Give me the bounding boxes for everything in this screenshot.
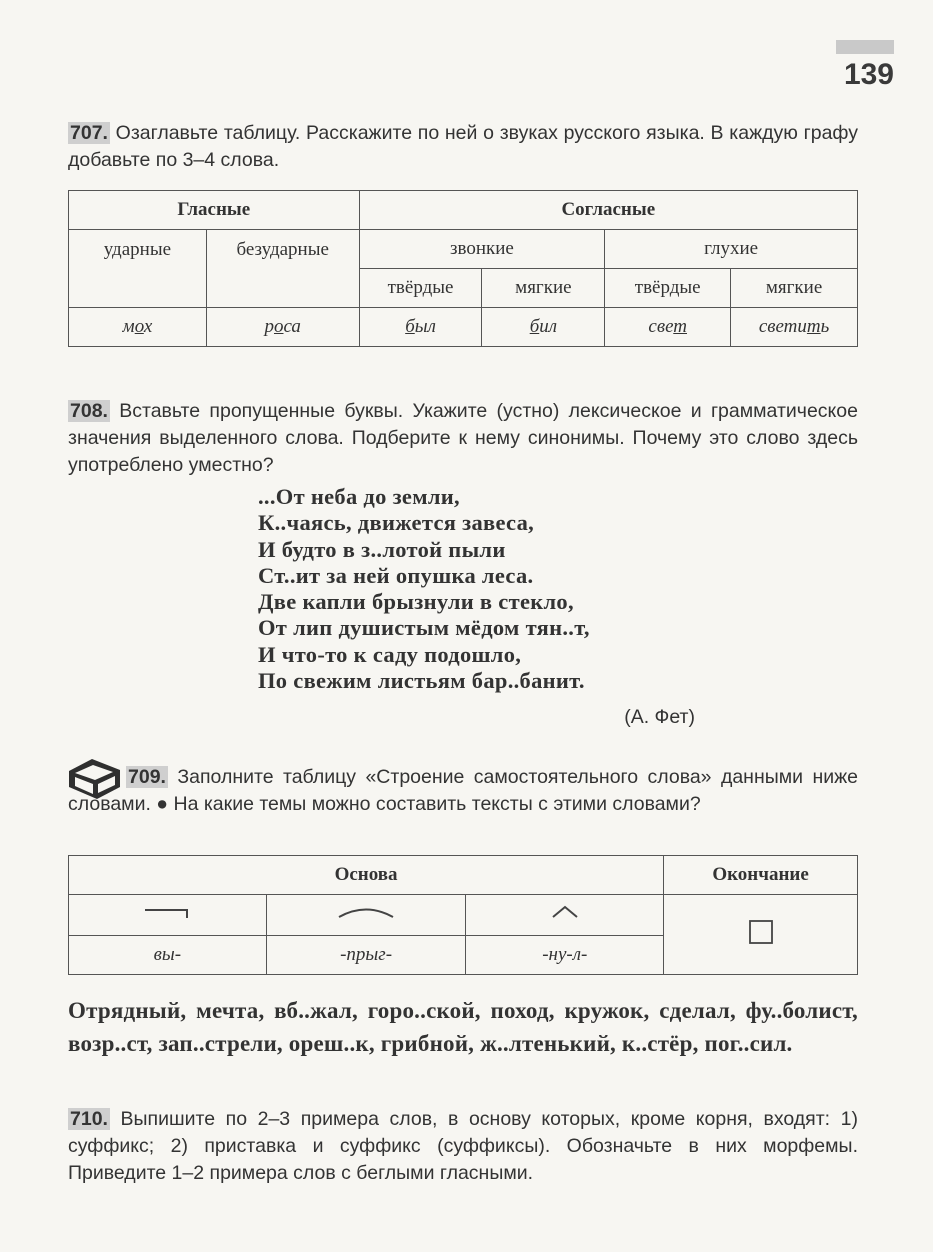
root-mark-icon: [336, 902, 396, 922]
word-structure-table: [68, 855, 858, 975]
poem-line: По свежим листьям бар..банит.: [258, 668, 585, 694]
poem-line: И что-то к саду подошло,: [258, 641, 522, 667]
exercise-710-text: 710. Выпишите по 2–3 примера слов, в основу которых, кроме корня, входят: 1) суффикс; 2) приставка и суффикс (суффиксы). Обозначьте в них морфемы. Приведите 1–2 примера слов с беглыми гласными.: [68, 1108, 858, 1184]
ending-cell: [664, 895, 858, 975]
ending-box-icon: [748, 919, 774, 945]
example-byl: был: [359, 308, 482, 347]
poem-author: (А. Фет): [624, 706, 695, 728]
header-unstressed: безударные: [206, 230, 359, 308]
example-rosa: роса: [206, 308, 359, 347]
poem-line: Ст..ит за ней опушка леса.: [258, 562, 534, 588]
exercise-709-text: 709. Заполните таблицу «Строение самостоятельного слова» данными ниже словами. ● На какие темы можно составить тексты с этими словами?: [68, 766, 858, 815]
prefix-mark-icon: [142, 902, 192, 922]
suffix-cell: [466, 895, 664, 936]
exercise-710-number: 710.: [70, 1108, 108, 1130]
prefix-example: вы-: [69, 936, 267, 975]
root-cell: [266, 895, 466, 936]
example-moh: мох: [69, 308, 207, 347]
poem-line: ...От неба до земли,: [258, 484, 460, 509]
exercise-709-number: 709.: [128, 766, 166, 788]
exercise-707-number: 707.: [70, 122, 108, 144]
header-stem: Основа: [69, 856, 664, 895]
prefix-cell: [69, 895, 267, 936]
sounds-table: [68, 190, 858, 347]
poem: [258, 484, 590, 694]
poem-line: Две капли брызнули в стекло,: [258, 589, 574, 615]
suffix-mark-icon: [550, 902, 580, 922]
header-voiced-soft: мягкие: [482, 269, 605, 308]
example-svetit: светить: [731, 308, 858, 347]
suffix-example: -ну-л-: [466, 936, 664, 975]
exercise-707-text: 707. Озаглавьте таблицу. Расскажите по ней о звуках русского языка. В каждую графу добавьте по 3–4 слова.: [68, 122, 858, 171]
header-consonants: Согласные: [359, 191, 857, 230]
root-example: -прыг-: [266, 936, 466, 975]
example-bil: бил: [482, 308, 605, 347]
exercise-708-number: 708.: [70, 400, 108, 422]
poem-line: От лип душистым мёдом тян..т,: [258, 615, 590, 641]
poem-line: К..чаясь, движется завеса,: [258, 510, 535, 536]
exercise-708-text: 708. Вставьте пропущенные буквы. Укажите (устно) лексическое и грамматическое значения выделенного слова. Подберите к нему синонимы. Почему это слово здесь употреблено уместно?: [68, 400, 858, 476]
header-stressed: ударные: [69, 230, 207, 308]
example-svet: свет: [605, 308, 731, 347]
header-voiced: звонкие: [359, 230, 605, 269]
header-voiceless-hard: твёрдые: [605, 269, 731, 308]
exercise-709-words: Отрядный, мечта, вб..жал, горо..ской, поход, кружок, сделал, фу..болист, возр..ст, зап..стрели, ореш..к, грибной, ж..лтенький, к..стёр, пог..сил.: [68, 998, 858, 1056]
page-tab-marker: [836, 40, 894, 54]
header-voiceless-soft: мягкие: [731, 269, 858, 308]
header-ending: Окончание: [664, 856, 858, 895]
poem-line: И будто в з..лотой пыли: [258, 536, 506, 562]
header-voiceless: глухие: [605, 230, 858, 269]
header-voiced-hard: твёрдые: [359, 269, 482, 308]
page-number: 139: [843, 58, 894, 91]
header-vowels: Гласные: [69, 191, 360, 230]
